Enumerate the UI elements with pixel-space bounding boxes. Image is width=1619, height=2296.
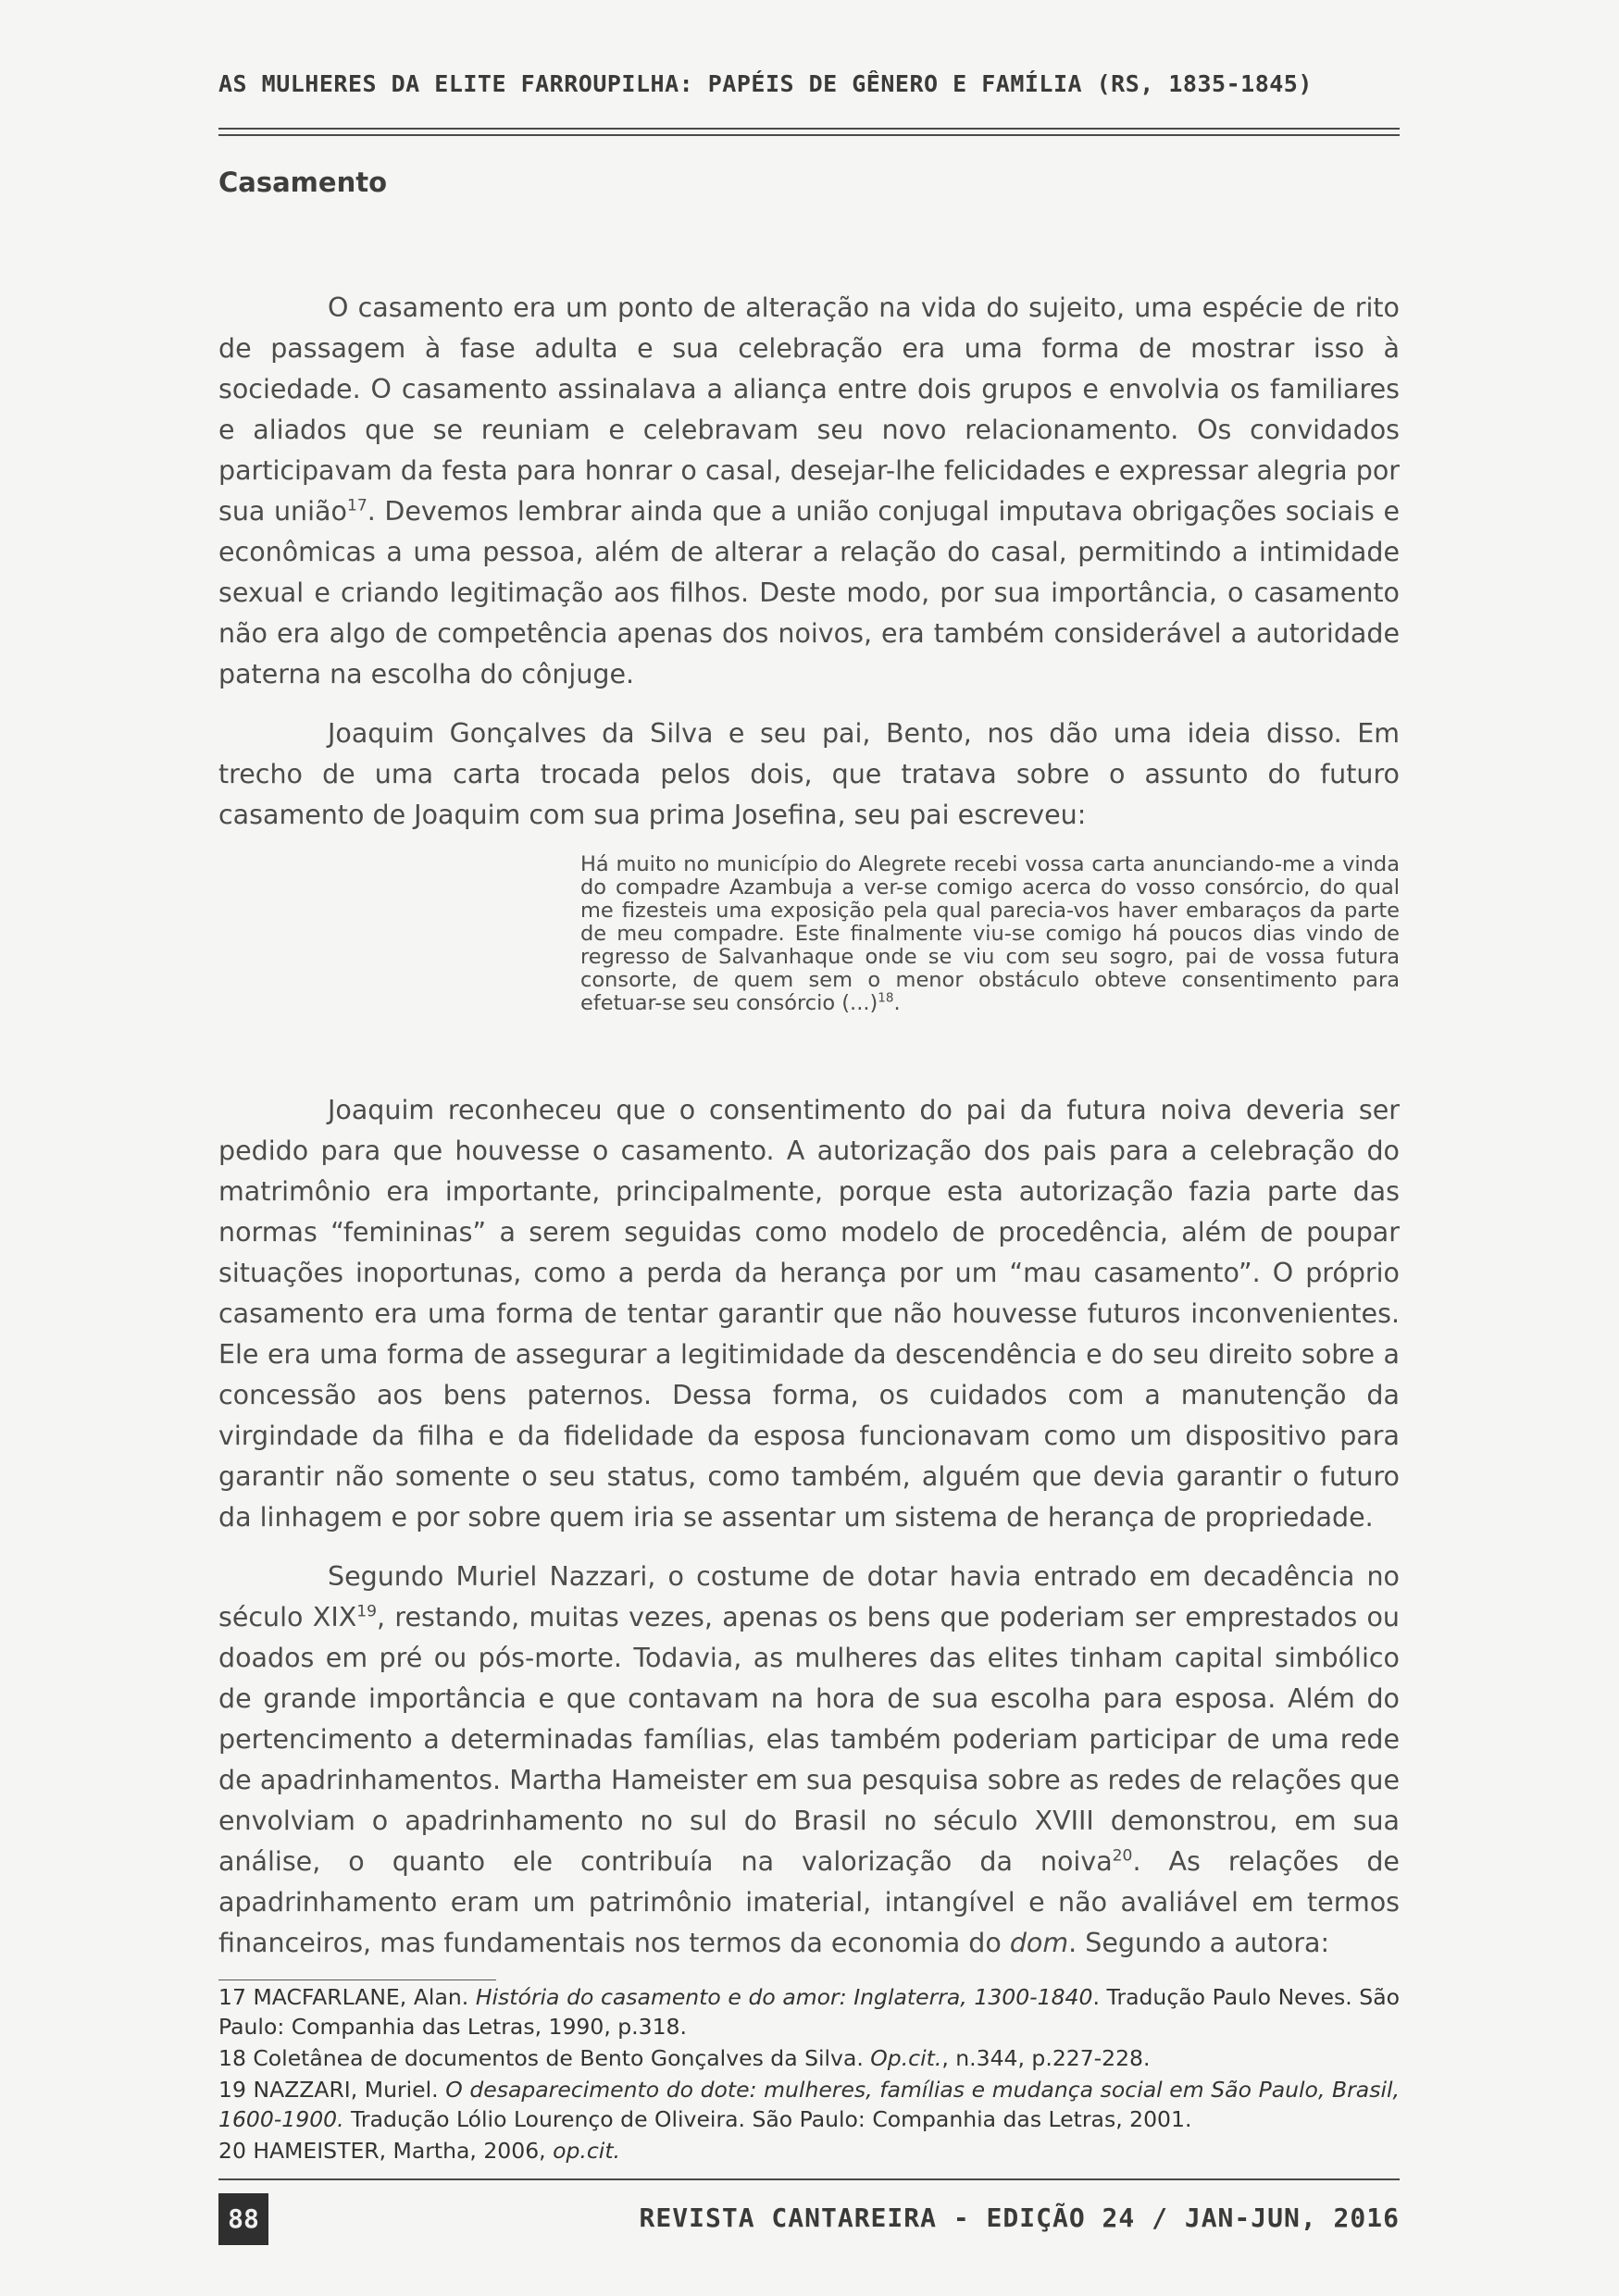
block-quote	[580, 853, 1400, 1015]
paragraph-4	[218, 1557, 1400, 1964]
paragraph-4-text-a: Segundo Muriel Nazzari, o costume de dotar havia entrado em decadência no século XIX	[218, 1561, 1400, 1632]
page-number: 88	[218, 2193, 268, 2245]
footnote-20-author: 20 HAMEISTER, Martha, 2006,	[218, 2138, 554, 2164]
footer-rule	[218, 2178, 1400, 2180]
paragraph-3: Joaquim reconheceu que o consentimento do pai da futura noiva deveria ser pedido para que houvesse o casamento. A autorização dos pais para a celebração do matrimônio era importante, principalmente, porque esta autorização fazia parte das normas “femininas” a serem seguidas como modelo de procedência, além de poupar situações inoportunas, como a perda da herança por um “mau casamento”. O próprio casamento era uma forma de tentar garantir que não houvesse futuros inconvenientes. Ele era uma forma de assegurar a legitimidade da descendência e do seu direito sobre a concessão aos bens paternos. Dessa forma, os cuidados com a manutenção da virgindade da filha e da fidelidade da esposa funcionavam como um dispositivo para garantir não somente o seu status, como também, alguém que devia garantir o futuro da linhagem e por sobre quem iria se assentar um sistema de herança de propriedade.	[218, 1095, 1400, 1533]
footnote-20-opcit: op.cit.	[553, 2138, 621, 2164]
body-block-1	[218, 288, 1400, 854]
footnote-17-author: 17 MACFARLANE, Alan.	[218, 1984, 476, 2010]
paragraph-4-text-b: , restando, muitas vezes, apenas os bens que poderiam ser emprestados ou doados em pré ou pós-morte. Todavia, as mulheres das elites tinham capital simbólico de grande importância e que contavam na hora de sua escolha para esposa. Além do pertencimento a determinadas famílias, elas também poderiam participar de uma rede de apadrinhamentos. Martha Hameister em sua pesquisa sobre as redes de relações que envolviam o apadrinhamento no sul do Brasil no século XVIII demonstrou, em sua análise, o quanto ele contribuía na valorização da noiva	[218, 1602, 1400, 1877]
footnote-17	[218, 1982, 1400, 2042]
paragraph-1	[218, 288, 1400, 695]
footnote-18-opcit: Op.cit.	[870, 2045, 942, 2071]
paragraph-4-text-c: . As relações de apadrinhamento eram um patrimônio imaterial, intangível e não avaliável em termos financeiros, mas fundamentais nos termos da economia do	[218, 1846, 1400, 1958]
paragraph-1-text-a: O casamento era um ponto de alteração na vida do sujeito, uma espécie de rito de passagem à fase adulta e sua celebração era uma forma de mostrar isso à sociedade. O casamento assinalava a aliança entre dois grupos e envolvia os familiares e aliados que se reuniam e celebravam seu novo relacionamento. Os convidados participavam da festa para honrar o casal, desejar-lhe felicidades e expressar alegria por sua união	[218, 292, 1400, 527]
footnotes	[218, 1982, 1400, 2167]
footnote-ref-17[interactable]: 17	[346, 496, 367, 515]
footnote-18-details: , n.344, p.227-228.	[941, 2045, 1151, 2071]
footnote-ref-18[interactable]: 18	[878, 990, 894, 1006]
header-rule	[218, 128, 1400, 136]
footnote-18-source: 18 Coletânea de documentos de Bento Gonçalves da Silva.	[218, 2045, 871, 2071]
section-title: Casamento	[218, 167, 388, 198]
body-block-2	[218, 1090, 1400, 1982]
journal-name: REVISTA CANTAREIRA - EDIÇÃO 24 / JAN-JUN, 2016	[639, 2203, 1400, 2233]
paragraph-2: Joaquim Gonçalves da Silva e seu pai, Bento, nos dão uma ideia disso. Em trecho de uma carta trocada pelos dois, que tratava sobre o assunto do futuro casamento de Joaquim com sua prima Josefina, seu pai escreveu:	[218, 718, 1400, 830]
footnote-18	[218, 2043, 1400, 2073]
paragraph-4-text-d: . Segundo a autora:	[1068, 1928, 1330, 1958]
footnote-20	[218, 2136, 1400, 2166]
paragraph-4-emphasis: dom	[1009, 1928, 1069, 1958]
footnote-19-details: Tradução Lólio Lourenço de Oliveira. São Paulo: Companhia das Letras, 2001.	[343, 2106, 1192, 2132]
footnote-17-details: . Tradução Paulo Neves. São Paulo: Companhia das Letras, 1990, p.318.	[218, 1984, 1400, 2040]
footnote-19-title: O desaparecimento do dote: mulheres, famílias e mudança social em São Paulo, Brasil, 1600-1900.	[218, 2077, 1400, 2132]
quote-text: Há muito no município do Alegrete recebi vossa carta anunciando-me a vinda do compadre Azambuja a ver-se comigo acerca do vosso consórcio, do qual me fizesteis uma exposição pela qual parecia-vos haver embaraços da parte de meu compadre. Este finalmente viu-se comigo há poucos dias vindo de regresso de Salvanhaque onde se viu com seu sogro, pai de vossa futura consorte, de quem sem o menor obstáculo obteve consentimento para efetuar-se seu consórcio (...)	[580, 852, 1400, 1015]
running-title: AS MULHERES DA ELITE FARROUPILHA: PAPÉIS DE GÊNERO E FAMÍLIA (RS, 1835-1845)	[218, 70, 1313, 97]
footnote-19	[218, 2075, 1400, 2134]
footnote-17-title: História do casamento e do amor: Inglaterra, 1300-1840	[475, 1984, 1093, 2010]
footnote-19-author: 19 NAZZARI, Muriel.	[218, 2077, 446, 2103]
footnote-ref-20[interactable]: 20	[1112, 1846, 1133, 1866]
footnote-ref-19[interactable]: 19	[356, 1602, 378, 1621]
paragraph-1-text-b: . Devemos lembrar ainda que a união conjugal imputava obrigações sociais e econômicas a uma pessoa, além de alterar a relação do casal, permitindo a intimidade sexual e criando legitimação aos filhos. Deste modo, por sua importância, o casamento não era algo de competência apenas dos noivos, era também considerável a autoridade paterna na escolha do cônjuge.	[218, 496, 1400, 689]
quote-end: .	[893, 991, 901, 1015]
